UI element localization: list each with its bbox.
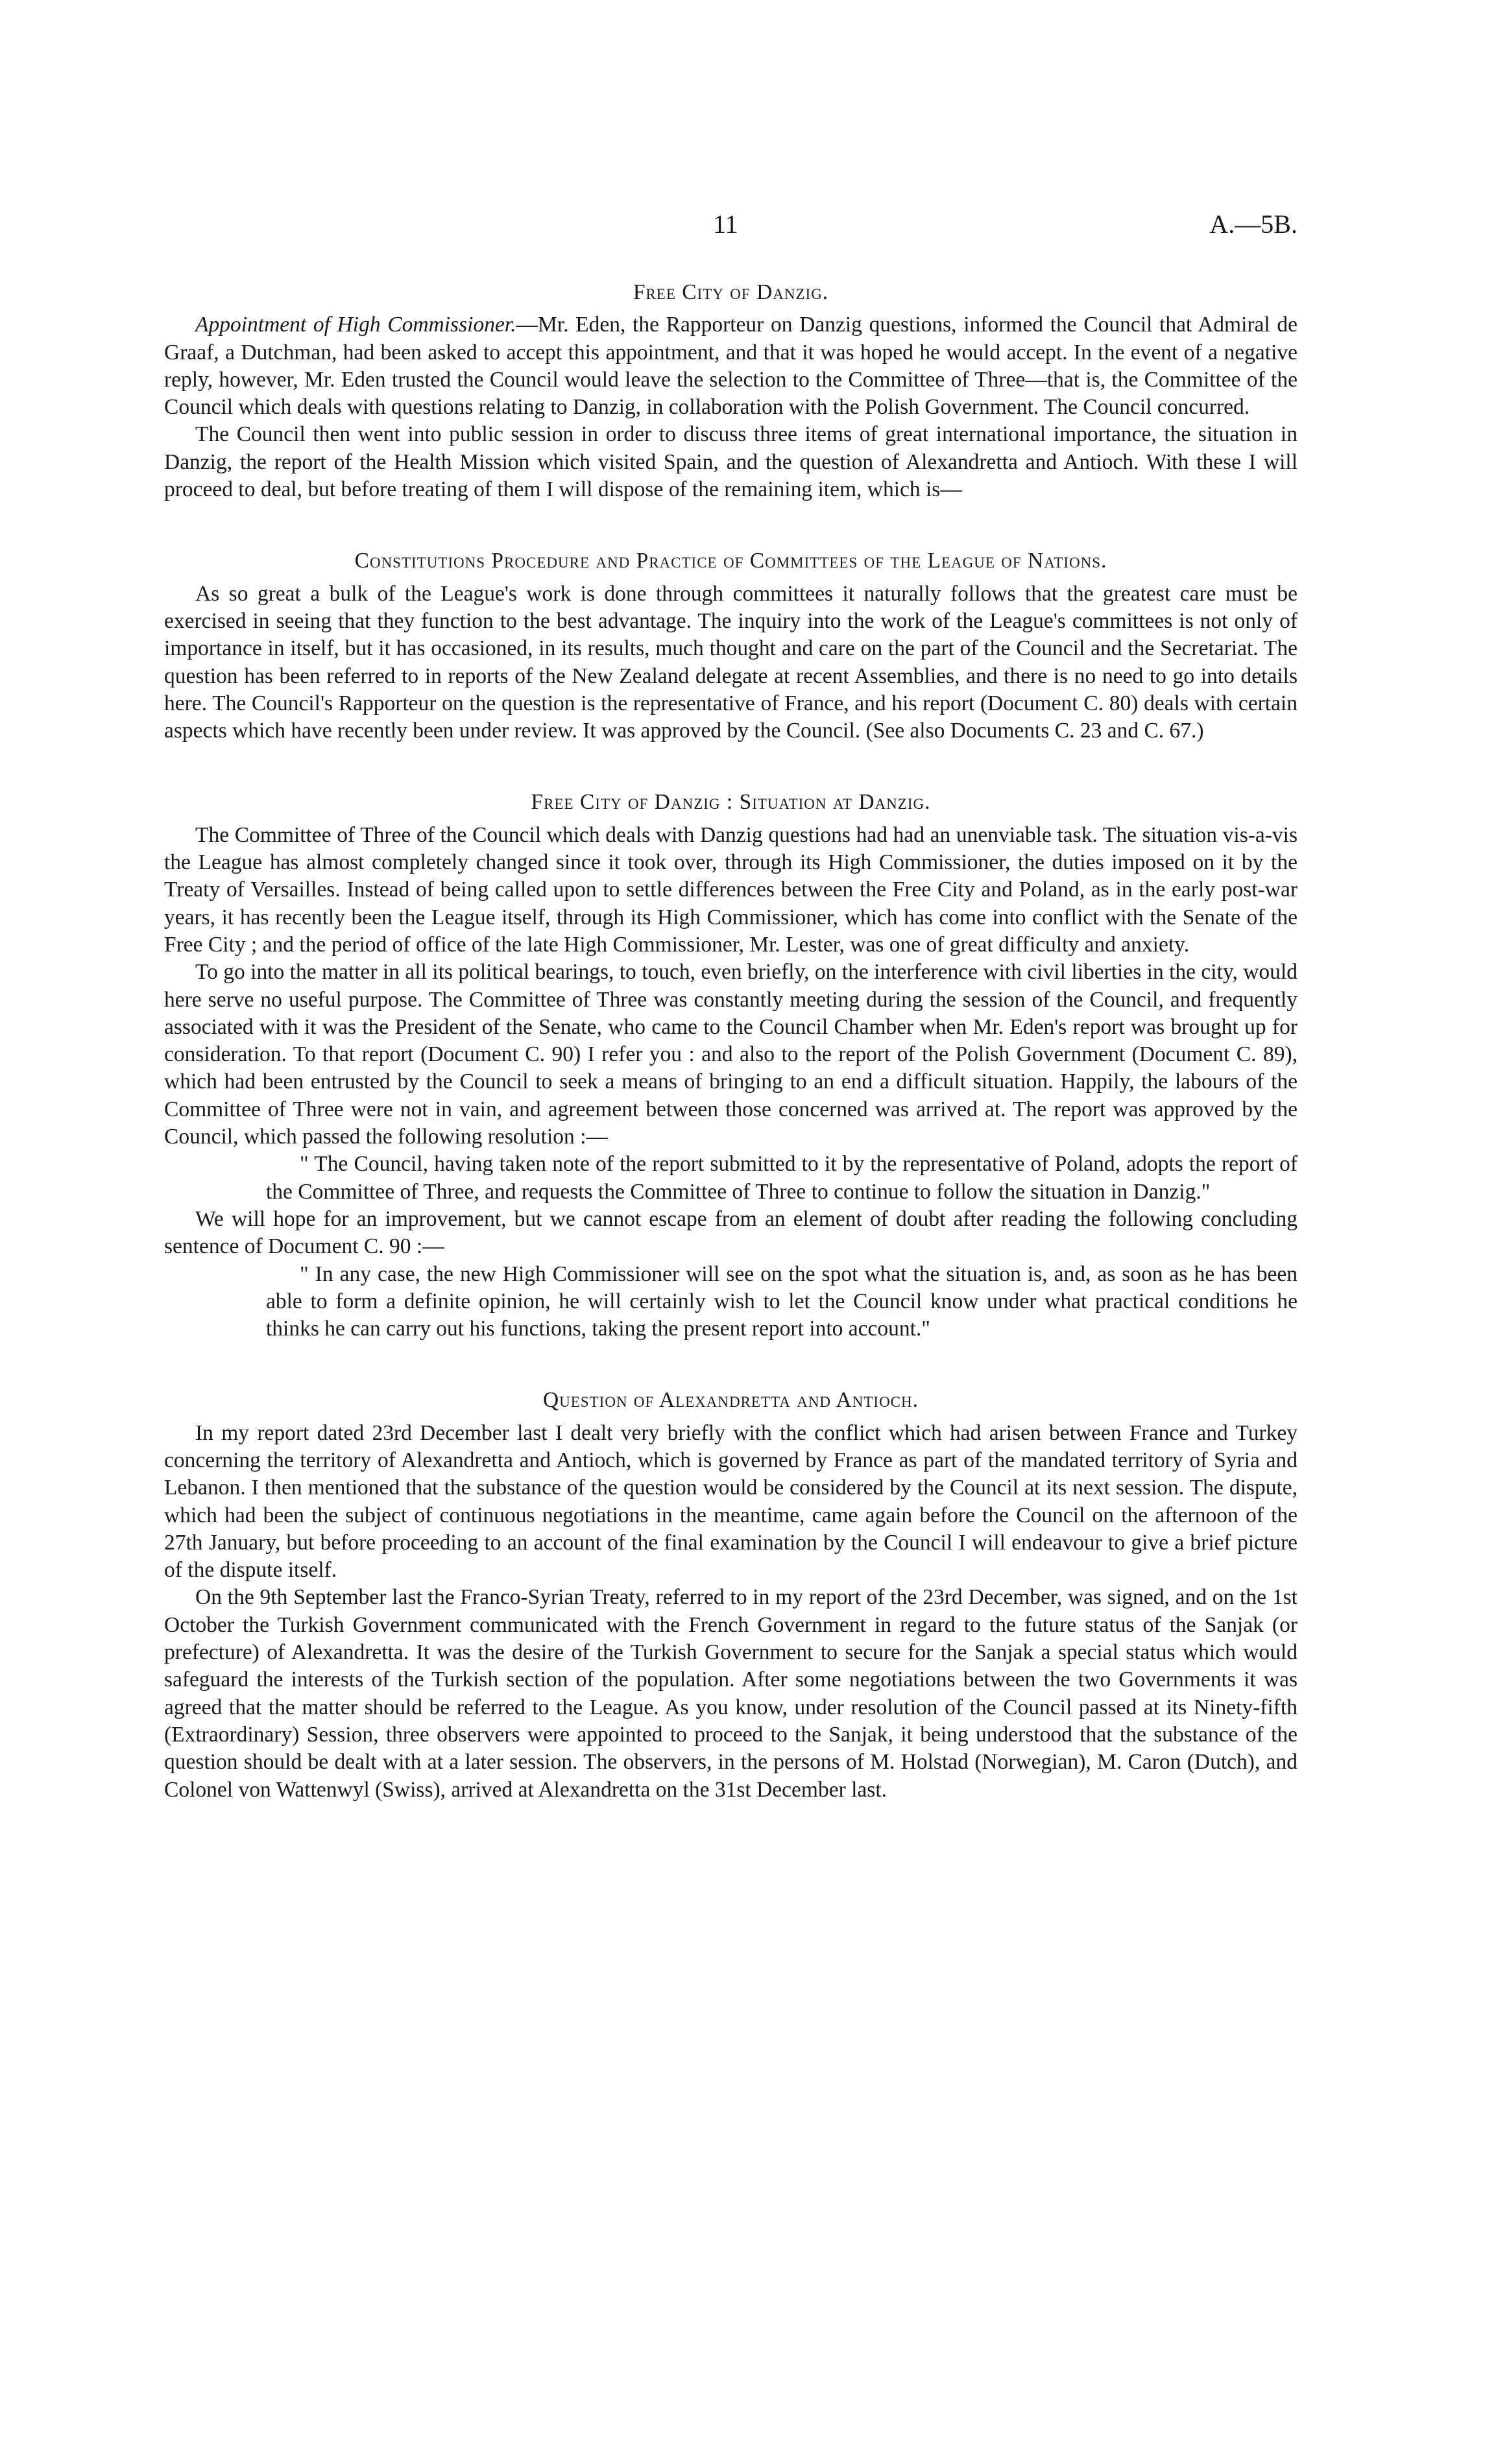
document-body (164, 279, 1298, 1804)
paragraph (164, 311, 1298, 421)
section-danzig-appointment (164, 279, 1298, 503)
block-quote: " The Council, having taken note of the report submitted to it by the representative of Poland, adopts the report of the Committee of Three, and requests the Committee of Three to continue to follow the situation in Danzig." (266, 1152, 1298, 1204)
document-reference: A.—5B. (1209, 209, 1298, 239)
page-header (164, 209, 1298, 248)
section-heading: Question of Alexandretta and Antioch. (542, 1388, 919, 1413)
section-heading: Free City of Danzig : Situation at Danzig. (531, 790, 931, 815)
section-committees (164, 547, 1298, 745)
section-alexandretta (164, 1387, 1298, 1803)
page-number: 11 (713, 209, 738, 239)
paragraph-text: —Mr. Eden, the Rapporteur on Danzig questions, informed the Council that Admiral de Graaf, a Dutchman, had been asked to accept this appointment, and that it was hoped he would accept. In the event of a negative reply, however, Mr. Eden trusted the Council would leave the selection to the Committee of Three—that is, the Committee of the Council which deals with questions relating to Danzig, in collaboration with the Polish Government. The Council concurred. (164, 313, 1298, 420)
paragraph: The Committee of Three of the Council which deals with Danzig questions had had an unenviable task. The situation vis-a-vis the League has almost completely changed since it took over, through its High Commissioner, the duties imposed on it by the Treaty of Versailles. Instead of being called upon to settle differences between the Free City and Poland, as in the early post-war years, it has recently been the League itself, through its High Commissioner, which has come into conflict with the Senate of the Free City ; and the period of office of the late High Commissioner, Mr. Lester, was one of great difficulty and anxiety. (164, 822, 1298, 957)
section-danzig-situation (164, 789, 1298, 1343)
paragraph: In my report dated 23rd December last I dealt very briefly with the conflict which had arisen between France and Turkey concerning the territory of Alexandretta and Antioch, which is governed by France as part of the mandated territory of Syria and Lebanon. I then mentioned that the substance of the question would be considered by the Council at its next session. The dispute, which had been the subject of continuous negotiations in the meantime, came again before the Council on the afternoon of the 27th January, but before proceeding to an account of the final examination by the Council I will endeavour to give a brief picture of the dispute itself. (164, 1420, 1298, 1583)
paragraph-lead: Appointment of High Commissioner. (195, 313, 516, 337)
section-heading: Constitutions Procedure and Practice of Committees of the League of Nations. (354, 549, 1107, 573)
paragraph: As so great a bulk of the League's work is done through committees it naturally follows that the greatest care must be exercised in seeing that they function to the best advantage. The inquiry into the work of the League's committees is not only of importance in itself, but it has occasioned, in its results, much thought and care on the part of the Council and the Secretariat. The question has been referred to in reports of the New Zealand delegate at recent Assemblies, and there is no need to go into details here. The Council's Rapporteur on the question is the representative of France, and his report (Document C. 80) deals with certain aspects which have recently been under review. It was approved by the Council. (See also Documents C. 23 and C. 67.) (164, 581, 1298, 743)
section-heading: Free City of Danzig. (633, 280, 829, 304)
paragraph: To go into the matter in all its political bearings, to touch, even briefly, on the interference with civil liberties in the city, would here serve no useful purpose. The Committee of Three was constantly meeting during the session of the Council, and frequently associated with it was the President of the Senate, who came to the Council Chamber when Mr. Eden's report was brought up for consideration. To that report (Document C. 90) I refer you : and also to the report of the Polish Government (Document C. 89), which had been entrusted by the Council to seek a means of bringing to an end a difficult situation. Happily, the labours of the Committee of Three were not in vain, and agreement between those concerned was arrived at. The report was approved by the Council, which passed the following resolution :— (164, 960, 1298, 1149)
block-quote: " In any case, the new High Commissioner will see on the spot what the situation is, and, as soon as he has been able to form a definite opinion, he will certainly wish to let the Council know under what practical conditions he thinks he can carry out his functions, taking the present report into account." (266, 1262, 1298, 1341)
paragraph: The Council then went into public session in order to discuss three items of great international importance, the situation in Danzig, the report of the Health Mission which visited Spain, and the question of Alexandretta and Antioch. With these I will proceed to deal, but before treating of them I will dispose of the remaining item, which is— (164, 422, 1298, 502)
paragraph: We will hope for an improvement, but we cannot escape from an element of doubt after reading the following concluding sentence of Document C. 90 :— (164, 1206, 1298, 1259)
paragraph: On the 9th September last the Franco-Syrian Treaty, referred to in my report of the 23rd December, was signed, and on the 1st October the Turkish Government communicated with the French Government in regard to the future status of the Sanjak (or prefecture) of Alexandretta. It was the desire of the Turkish Government to secure for the Sanjak a special status which would safeguard the interests of the Turkish section of the population. After some negotiations between the two Governments it was agreed that the matter should be referred to the League. As you know, under resolution of the Council passed at its Ninety-fifth (Extraordinary) Session, three observers were appointed to proceed to the Sanjak, it being understood that the substance of the question should be dealt with at a later session. The observers, in the persons of M. Holstad (Norwegian), M. Caron (Dutch), and Colonel von Wattenwyl (Swiss), arrived at Alexandretta on the 31st December last. (164, 1585, 1298, 1802)
